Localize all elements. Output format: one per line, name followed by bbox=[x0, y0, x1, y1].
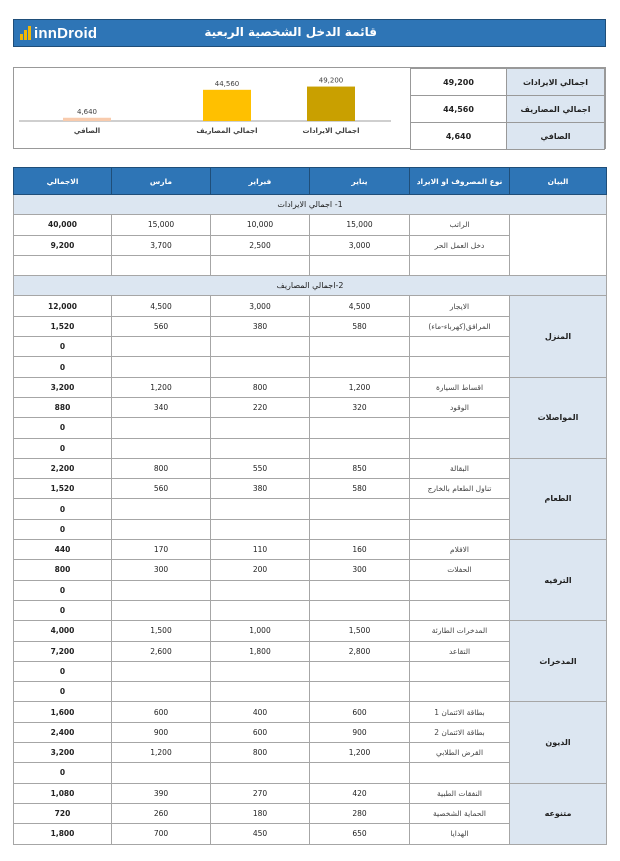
item-cell bbox=[410, 337, 510, 357]
jan-cell: 2,800 bbox=[310, 641, 410, 661]
feb-cell bbox=[211, 580, 310, 600]
table-header-row bbox=[14, 168, 607, 195]
total-cell: 0 bbox=[14, 519, 112, 539]
total-cell: 1,800 bbox=[14, 824, 112, 844]
column-header: مارس bbox=[112, 168, 211, 195]
feb-cell bbox=[211, 418, 310, 438]
jan-cell: 160 bbox=[310, 540, 410, 560]
total-cell: 0 bbox=[14, 600, 112, 620]
total-cell: 720 bbox=[14, 803, 112, 823]
mar-cell: 600 bbox=[112, 702, 211, 722]
table-row bbox=[14, 215, 607, 235]
mar-cell: 170 bbox=[112, 540, 211, 560]
total-cell: 880 bbox=[14, 397, 112, 417]
item-cell: البقالة bbox=[410, 458, 510, 478]
logo-bars-icon bbox=[20, 26, 31, 40]
item-cell bbox=[410, 357, 510, 377]
total-cell: 0 bbox=[14, 418, 112, 438]
jan-cell: 580 bbox=[310, 316, 410, 336]
item-cell: التقاعد bbox=[410, 641, 510, 661]
item-cell bbox=[410, 418, 510, 438]
item-cell bbox=[410, 661, 510, 681]
mar-cell: 340 bbox=[112, 397, 211, 417]
total-cell: 0 bbox=[14, 337, 112, 357]
mar-cell: 800 bbox=[112, 458, 211, 478]
feb-cell: 1,000 bbox=[211, 621, 310, 641]
table-row bbox=[14, 621, 607, 641]
summary-label: الصافي bbox=[507, 123, 605, 150]
column-header: فبراير bbox=[211, 168, 310, 195]
mar-cell bbox=[112, 255, 211, 275]
total-cell bbox=[14, 255, 112, 275]
total-cell: 1,520 bbox=[14, 316, 112, 336]
total-cell: 4,000 bbox=[14, 621, 112, 641]
total-cell: 1,600 bbox=[14, 702, 112, 722]
mar-cell bbox=[112, 682, 211, 702]
item-cell: اقساط السيارة bbox=[410, 377, 510, 397]
jan-cell bbox=[310, 600, 410, 620]
summary-label: اجمالي الايرادات bbox=[507, 69, 605, 96]
feb-cell: 800 bbox=[211, 377, 310, 397]
total-cell: 3,200 bbox=[14, 377, 112, 397]
jan-cell: 600 bbox=[310, 702, 410, 722]
feb-cell: 3,000 bbox=[211, 296, 310, 316]
feb-cell bbox=[211, 337, 310, 357]
feb-cell bbox=[211, 682, 310, 702]
item-cell: الهدايا bbox=[410, 824, 510, 844]
item-cell: الايجار bbox=[410, 296, 510, 316]
jan-cell bbox=[310, 682, 410, 702]
jan-cell bbox=[310, 357, 410, 377]
mar-cell bbox=[112, 438, 211, 458]
summary-chart bbox=[14, 68, 410, 148]
chart-bar bbox=[203, 90, 251, 121]
jan-cell bbox=[310, 763, 410, 783]
page-title: قائمة الدخل الشخصية الربعية bbox=[204, 25, 377, 39]
jan-cell: 1,200 bbox=[310, 377, 410, 397]
feb-cell: 800 bbox=[211, 743, 310, 763]
total-cell: 800 bbox=[14, 560, 112, 580]
mar-cell bbox=[112, 499, 211, 519]
chart-data-label: 4,640 bbox=[76, 107, 98, 116]
summary-value: 4,640 bbox=[411, 123, 507, 150]
total-cell: 0 bbox=[14, 763, 112, 783]
column-header: نوع المصروف او الايراد bbox=[410, 168, 510, 195]
feb-cell: 10,000 bbox=[211, 215, 310, 235]
summary-table bbox=[410, 68, 605, 150]
jan-cell: 320 bbox=[310, 397, 410, 417]
feb-cell: 1,800 bbox=[211, 641, 310, 661]
summary-label: اجمالي المصاريف bbox=[507, 96, 605, 123]
feb-cell: 600 bbox=[211, 722, 310, 742]
feb-cell bbox=[211, 499, 310, 519]
section-title: 1- اجمالي الايرادات bbox=[14, 195, 607, 215]
feb-cell bbox=[211, 600, 310, 620]
chart-bar bbox=[63, 118, 111, 121]
mar-cell: 1,500 bbox=[112, 621, 211, 641]
mar-cell: 1,200 bbox=[112, 743, 211, 763]
jan-cell: 580 bbox=[310, 479, 410, 499]
item-cell: الافلام bbox=[410, 540, 510, 560]
jan-cell bbox=[310, 661, 410, 681]
item-cell bbox=[410, 580, 510, 600]
item-cell: دخل العمل الحر bbox=[410, 235, 510, 255]
header-bar bbox=[13, 19, 606, 47]
mar-cell: 560 bbox=[112, 316, 211, 336]
item-cell: بطاقة الائتمان 1 bbox=[410, 702, 510, 722]
section-header-row bbox=[14, 276, 607, 296]
total-cell: 12,000 bbox=[14, 296, 112, 316]
chart-category-label: الصافي bbox=[73, 127, 101, 135]
jan-cell: 1,500 bbox=[310, 621, 410, 641]
mar-cell: 700 bbox=[112, 824, 211, 844]
total-cell: 40,000 bbox=[14, 215, 112, 235]
feb-cell: 110 bbox=[211, 540, 310, 560]
mar-cell bbox=[112, 600, 211, 620]
summary-row bbox=[411, 96, 605, 123]
income-statement-table bbox=[13, 167, 607, 845]
mar-cell bbox=[112, 418, 211, 438]
item-cell bbox=[410, 438, 510, 458]
mar-cell bbox=[112, 763, 211, 783]
category-cell: المواصلات bbox=[510, 377, 607, 458]
mar-cell: 900 bbox=[112, 722, 211, 742]
item-cell: الراتب bbox=[410, 215, 510, 235]
feb-cell: 450 bbox=[211, 824, 310, 844]
feb-cell: 270 bbox=[211, 783, 310, 803]
feb-cell: 400 bbox=[211, 702, 310, 722]
total-cell: 9,200 bbox=[14, 235, 112, 255]
mar-cell: 1,200 bbox=[112, 377, 211, 397]
feb-cell: 220 bbox=[211, 397, 310, 417]
jan-cell bbox=[310, 418, 410, 438]
chart-data-label: 44,560 bbox=[214, 79, 240, 88]
feb-cell bbox=[211, 519, 310, 539]
category-cell: الترفيه bbox=[510, 540, 607, 621]
mar-cell: 15,000 bbox=[112, 215, 211, 235]
total-cell: 1,080 bbox=[14, 783, 112, 803]
table-row bbox=[14, 296, 607, 316]
total-cell: 1,520 bbox=[14, 479, 112, 499]
jan-cell: 850 bbox=[310, 458, 410, 478]
column-header: يناير bbox=[310, 168, 410, 195]
total-cell: 7,200 bbox=[14, 641, 112, 661]
summary-section bbox=[13, 67, 606, 149]
jan-cell: 900 bbox=[310, 722, 410, 742]
feb-cell: 200 bbox=[211, 560, 310, 580]
mar-cell bbox=[112, 580, 211, 600]
jan-cell bbox=[310, 499, 410, 519]
category-cell: الطعام bbox=[510, 458, 607, 539]
category-cell: المدخرات bbox=[510, 621, 607, 702]
item-cell bbox=[410, 499, 510, 519]
total-cell: 2,400 bbox=[14, 722, 112, 742]
jan-cell: 420 bbox=[310, 783, 410, 803]
feb-cell bbox=[211, 357, 310, 377]
table-row bbox=[14, 540, 607, 560]
table-row bbox=[14, 783, 607, 803]
item-cell: المدخرات الطارئة bbox=[410, 621, 510, 641]
mar-cell: 3,700 bbox=[112, 235, 211, 255]
total-cell: 2,200 bbox=[14, 458, 112, 478]
chart-category-label: اجمالي المصاريف bbox=[196, 127, 258, 135]
item-cell bbox=[410, 255, 510, 275]
feb-cell: 550 bbox=[211, 458, 310, 478]
summary-value: 49,200 bbox=[411, 69, 507, 96]
table-row bbox=[14, 702, 607, 722]
total-cell: 0 bbox=[14, 499, 112, 519]
chart-bar bbox=[307, 87, 355, 121]
jan-cell: 1,200 bbox=[310, 743, 410, 763]
feb-cell: 2,500 bbox=[211, 235, 310, 255]
jan-cell: 3,000 bbox=[310, 235, 410, 255]
section-header-row bbox=[14, 195, 607, 215]
category-cell: متنوعه bbox=[510, 783, 607, 844]
summary-row bbox=[411, 69, 605, 96]
total-cell: 3,200 bbox=[14, 743, 112, 763]
feb-cell: 180 bbox=[211, 803, 310, 823]
item-cell: الحفلات bbox=[410, 560, 510, 580]
category-cell: المنزل bbox=[510, 296, 607, 377]
total-cell: 0 bbox=[14, 580, 112, 600]
jan-cell: 300 bbox=[310, 560, 410, 580]
mar-cell: 390 bbox=[112, 783, 211, 803]
table-row bbox=[14, 458, 607, 478]
item-cell bbox=[410, 519, 510, 539]
item-cell: النفقات الطبية bbox=[410, 783, 510, 803]
item-cell: تناول الطعام بالخارج bbox=[410, 479, 510, 499]
jan-cell: 4,500 bbox=[310, 296, 410, 316]
category-cell bbox=[510, 215, 607, 276]
item-cell: الحماية الشخصية bbox=[410, 803, 510, 823]
item-cell bbox=[410, 600, 510, 620]
item-cell: المرافق(كهرباء-ماء) bbox=[410, 316, 510, 336]
feb-cell bbox=[211, 255, 310, 275]
mar-cell bbox=[112, 337, 211, 357]
jan-cell bbox=[310, 519, 410, 539]
jan-cell bbox=[310, 337, 410, 357]
item-cell bbox=[410, 682, 510, 702]
column-header: البيان bbox=[510, 168, 607, 195]
jan-cell: 280 bbox=[310, 803, 410, 823]
category-cell: الديون bbox=[510, 702, 607, 783]
item-cell: القرض الطلابي bbox=[410, 743, 510, 763]
mar-cell bbox=[112, 661, 211, 681]
section-title: 2-اجمالي المصاريف bbox=[14, 276, 607, 296]
chart-category-label: اجمالي الايرادات bbox=[302, 127, 360, 135]
total-cell: 440 bbox=[14, 540, 112, 560]
feb-cell bbox=[211, 661, 310, 681]
chart-data-label: 49,200 bbox=[318, 76, 344, 85]
jan-cell: 15,000 bbox=[310, 215, 410, 235]
feb-cell: 380 bbox=[211, 316, 310, 336]
feb-cell: 380 bbox=[211, 479, 310, 499]
mar-cell: 4,500 bbox=[112, 296, 211, 316]
summary-row bbox=[411, 123, 605, 150]
mar-cell bbox=[112, 357, 211, 377]
logo bbox=[20, 23, 97, 43]
jan-cell: 650 bbox=[310, 824, 410, 844]
mar-cell: 560 bbox=[112, 479, 211, 499]
total-cell: 0 bbox=[14, 661, 112, 681]
total-cell: 0 bbox=[14, 438, 112, 458]
item-cell: الوقود bbox=[410, 397, 510, 417]
jan-cell bbox=[310, 580, 410, 600]
mar-cell: 260 bbox=[112, 803, 211, 823]
column-header: الاجمالي bbox=[14, 168, 112, 195]
item-cell: بطاقة الائتمان 2 bbox=[410, 722, 510, 742]
table-row bbox=[14, 377, 607, 397]
mar-cell: 300 bbox=[112, 560, 211, 580]
jan-cell bbox=[310, 255, 410, 275]
summary-value: 44,560 bbox=[411, 96, 507, 123]
summary-chart-svg bbox=[14, 68, 410, 148]
mar-cell bbox=[112, 519, 211, 539]
feb-cell bbox=[211, 763, 310, 783]
feb-cell bbox=[211, 438, 310, 458]
mar-cell: 2,600 bbox=[112, 641, 211, 661]
total-cell: 0 bbox=[14, 682, 112, 702]
logo-text: innDroid bbox=[34, 24, 98, 42]
jan-cell bbox=[310, 438, 410, 458]
total-cell: 0 bbox=[14, 357, 112, 377]
item-cell bbox=[410, 763, 510, 783]
